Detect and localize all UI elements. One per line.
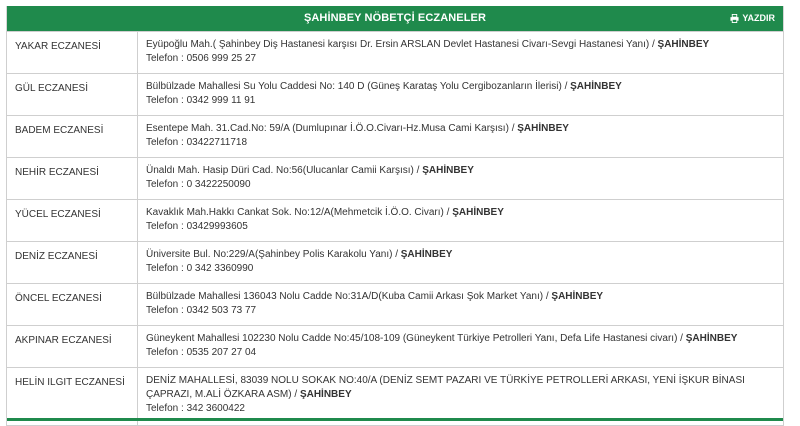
table-row <box>7 326 784 368</box>
pharmacy-phone: Telefon : 0506 999 25 27 <box>146 53 257 64</box>
pharmacy-phone: Telefon : 0 3422250090 <box>146 179 251 190</box>
pharmacy-district: ŞAHİNBEY <box>551 291 604 302</box>
pharmacy-name: DENİZ ECZANESİ <box>7 242 138 284</box>
pharmacy-name: YÜCEL ECZANESİ <box>7 200 138 242</box>
pharmacy-name: ÖNCEL ECZANESİ <box>7 284 138 326</box>
pharmacy-details <box>138 284 784 326</box>
panel-header <box>7 6 783 31</box>
pharmacy-address: Bülbülzade Mahallesi Su Yolu Caddesi No: 140 D (Güneş Karataş Yolu Cergibozanların İlerisi) / <box>146 81 568 92</box>
table-row <box>7 32 784 74</box>
pharmacy-phone: Telefon : 03429993605 <box>146 221 248 232</box>
pharmacy-details <box>138 32 784 74</box>
pharmacy-details <box>138 326 784 368</box>
pharmacy-name: BADEM ECZANESİ <box>7 116 138 158</box>
pharmacy-district: ŞAHİNBEY <box>657 39 710 50</box>
pharmacy-name: HELİN ILGIT ECZANESİ <box>7 368 138 426</box>
printer-icon <box>730 14 739 23</box>
pharmacy-address: Üniversite Bul. No:229/A(Şahinbey Polis Karakolu Yanı) / <box>146 249 398 260</box>
page-title: ŞAHİNBEY NÖBETÇİ ECZANELER <box>303 12 487 24</box>
table-row <box>7 368 784 426</box>
pharmacy-phone: Telefon : 03422711718 <box>146 137 248 148</box>
pharmacy-table <box>6 31 784 426</box>
table-row <box>7 284 784 326</box>
print-label: YAZDIR <box>742 13 775 23</box>
pharmacy-address: Eyüpoğlu Mah.( Şahinbey Diş Hastanesi karşısı Dr. Ersin ARSLAN Devlet Hastanesi Civarı-Sevgi Hastanesi Yanı) / <box>146 39 655 50</box>
pharmacy-address: Güneykent Mahallesi 102230 Nolu Cadde No:45/108-109 (Güneykent Türkiye Petrolleri Yanı, Defa Life Hastanesi civarı) / <box>146 333 683 344</box>
pharmacy-district: ŞAHİNBEY <box>422 165 474 176</box>
pharmacy-phone: Telefon : 0535 207 27 04 <box>146 347 257 358</box>
pharmacy-address: DENİZ MAHALLESİ, 83039 NOLU SOKAK NO:40/A (DENİZ SEMT PAZARI VE TÜRKİYE PETROLLERİ ARKASI, YENİ İŞKUR BİNASI ÇAPRAZI, M.ALİ ÖZKARA ASM) / <box>146 375 745 400</box>
pharmacy-name: NEHİR ECZANESİ <box>7 158 138 200</box>
pharmacy-address: Kavaklık Mah.Hakkı Cankat Sok. No:12/A(Mehmetcik İ.Ö.O. Civarı) / <box>146 207 450 218</box>
pharmacy-address: Ünaldı Mah. Hasip Düri Cad. No:56(Ulucanlar Camii Karşısı) / <box>146 165 420 176</box>
table-row <box>7 242 784 284</box>
pharmacy-phone: Telefon : 0342 999 11 91 <box>146 95 256 106</box>
pharmacy-details <box>138 242 784 284</box>
pharmacy-district: ŞAHİNBEY <box>400 249 453 260</box>
pharmacy-name: YAKAR ECZANESİ <box>7 32 138 74</box>
print-button[interactable] <box>730 6 775 31</box>
pharmacy-phone: Telefon : 0 342 3360990 <box>146 263 254 274</box>
table-row <box>7 116 784 158</box>
pharmacy-name: AKPINAR ECZANESİ <box>7 326 138 368</box>
pharmacy-address: Bülbülzade Mahallesi 136043 Nolu Cadde No:31A/D(Kuba Camii Arkası Şok Market Yanı) / <box>146 291 549 302</box>
pharmacy-details <box>138 116 784 158</box>
pharmacy-panel <box>6 6 784 421</box>
table-row <box>7 158 784 200</box>
pharmacy-district: ŞAHİNBEY <box>570 81 622 92</box>
pharmacy-district: ŞAHİNBEY <box>299 389 352 400</box>
pharmacy-details <box>138 368 784 426</box>
pharmacy-district: ŞAHİNBEY <box>452 207 504 218</box>
table-row <box>7 200 784 242</box>
pharmacy-district: ŞAHİNBEY <box>685 333 738 344</box>
table-row <box>7 74 784 116</box>
pharmacy-phone: Telefon : 342 3600422 <box>146 403 245 414</box>
pharmacy-district: ŞAHİNBEY <box>517 123 569 134</box>
pharmacy-address: Esentepe Mah. 31.Cad.No: 59/A (Dumlupınar İ.Ö.O.Civarı-Hz.Musa Cami Karşısı) / <box>146 123 515 134</box>
pharmacy-details <box>138 200 784 242</box>
pharmacy-name: GÜL ECZANESİ <box>7 74 138 116</box>
pharmacy-phone: Telefon : 0342 503 73 77 <box>146 305 257 316</box>
pharmacy-details <box>138 158 784 200</box>
pharmacy-details <box>138 74 784 116</box>
